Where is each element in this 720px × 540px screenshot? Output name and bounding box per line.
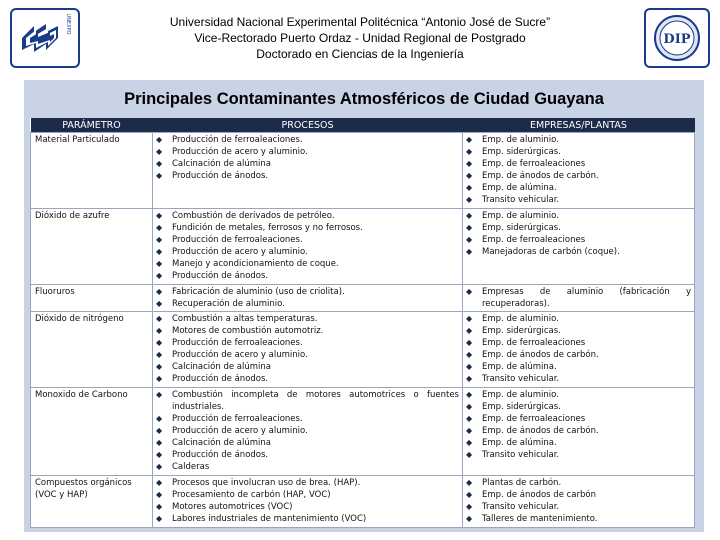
company-item: ◆ Emp. de ferroaleaciones bbox=[466, 337, 691, 349]
company-item: ◆ Emp. de alúmina. bbox=[466, 182, 691, 194]
processes-cell bbox=[153, 133, 463, 209]
process-item: ◆ Labores industriales de mantenimiento (VOC) bbox=[156, 513, 459, 525]
company-item: ◆ Empresas de aluminio (fabricación y recuperadoras). bbox=[466, 286, 691, 310]
unexpo-logo bbox=[10, 8, 80, 68]
processes-cell bbox=[153, 388, 463, 476]
company-item: ◆ Emp. de aluminio. bbox=[466, 210, 691, 222]
pollutants-table bbox=[30, 118, 695, 528]
company-item: ◆ Emp. de alúmina. bbox=[466, 437, 691, 449]
table-row bbox=[31, 208, 695, 284]
processes-cell bbox=[153, 208, 463, 284]
unexpo-logo-graphic bbox=[12, 10, 78, 66]
company-item: ◆ Transito vehicular. bbox=[466, 194, 691, 206]
company-item: ◆ Emp. siderúrgicas. bbox=[466, 146, 691, 158]
process-item: ◆ Procesos que involucran uso de brea. (HAP). bbox=[156, 477, 459, 489]
institution-name: Universidad Nacional Experimental Politécnica “Antonio José de Sucre” bbox=[169, 15, 551, 29]
dip-logo-graphic bbox=[646, 10, 708, 66]
companies-cell bbox=[463, 312, 695, 388]
process-item: ◆ Combustión incompleta de motores automotrices o fuentes industriales. bbox=[156, 389, 459, 413]
process-item: ◆ Calderas bbox=[156, 461, 459, 473]
process-item: ◆ Producción de ferroaleaciones. bbox=[156, 337, 459, 349]
table-header-row bbox=[31, 118, 695, 133]
table-row bbox=[31, 133, 695, 209]
processes-cell bbox=[153, 284, 463, 311]
process-item: ◆ Producción de acero y aluminio. bbox=[156, 349, 459, 361]
company-item: ◆ Transito vehicular. bbox=[466, 449, 691, 461]
header-processes: PROCESOS bbox=[153, 118, 463, 133]
company-item: ◆ Emp. de ferroaleaciones bbox=[466, 413, 691, 425]
header-parameter: PARÁMETRO bbox=[31, 118, 153, 133]
process-item: ◆ Combustión a altas temperaturas. bbox=[156, 313, 459, 325]
process-item: ◆ Producción de ánodos. bbox=[156, 170, 459, 182]
process-item: ◆ Motores automotrices (VOC) bbox=[156, 501, 459, 513]
companies-cell bbox=[463, 284, 695, 311]
institution-heading bbox=[88, 14, 632, 62]
content-panel bbox=[24, 80, 704, 532]
processes-cell bbox=[153, 312, 463, 388]
table-row bbox=[31, 284, 695, 311]
table-row bbox=[31, 312, 695, 388]
process-item: ◆ Producción de ánodos. bbox=[156, 270, 459, 282]
process-item: ◆ Fabricación de aluminio (uso de criolita). bbox=[156, 286, 459, 298]
company-item: ◆ Emp. de aluminio. bbox=[466, 389, 691, 401]
company-item: ◆ Emp. de aluminio. bbox=[466, 313, 691, 325]
process-item: ◆ Producción de ánodos. bbox=[156, 373, 459, 385]
parameter-cell: Dióxido de azufre bbox=[31, 208, 153, 284]
process-item: ◆ Recuperación de aluminio. bbox=[156, 298, 459, 310]
company-item: ◆ Talleres de mantenimiento. bbox=[466, 513, 691, 525]
parameter-cell: Dióxido de nitrógeno bbox=[31, 312, 153, 388]
companies-cell bbox=[463, 388, 695, 476]
parameter-cell: Monoxido de Carbono bbox=[31, 388, 153, 476]
process-item: ◆ Motores de combustión automotriz. bbox=[156, 325, 459, 337]
table-row bbox=[31, 476, 695, 528]
process-item: ◆ Producción de acero y aluminio. bbox=[156, 146, 459, 158]
logo-left-letters: UNEXPO bbox=[65, 13, 71, 35]
process-item: ◆ Combustión de derivados de petróleo. bbox=[156, 210, 459, 222]
process-item: ◆ Calcinación de alúmina bbox=[156, 158, 459, 170]
parameter-cell: Fluoruros bbox=[31, 284, 153, 311]
parameter-cell: Compuestos orgánicos (VOC y HAP) bbox=[31, 476, 153, 528]
company-item: ◆ Emp. de aluminio. bbox=[466, 134, 691, 146]
company-item: ◆ Emp. siderúrgicas. bbox=[466, 222, 691, 234]
logo-right-letters: DIP bbox=[663, 32, 691, 47]
page-header bbox=[8, 6, 712, 68]
process-item: ◆ Manejo y acondicionamiento de coque. bbox=[156, 258, 459, 270]
table-row bbox=[31, 388, 695, 476]
process-item: ◆ Calcinación de alúmina bbox=[156, 437, 459, 449]
process-item: ◆ Producción de ferroaleaciones. bbox=[156, 134, 459, 146]
company-item: ◆ Emp. de ánodos de carbón. bbox=[466, 349, 691, 361]
company-item: ◆ Emp. de ferroaleaciones bbox=[466, 234, 691, 246]
company-item: ◆ Transito vehicular. bbox=[466, 501, 691, 513]
process-item: ◆ Fundición de metales, ferrosos y no ferrosos. bbox=[156, 222, 459, 234]
company-item: ◆ Emp. siderúrgicas. bbox=[466, 325, 691, 337]
companies-cell bbox=[463, 208, 695, 284]
dip-logo bbox=[644, 8, 710, 68]
process-item: ◆ Producción de acero y aluminio. bbox=[156, 425, 459, 437]
company-item: ◆ Plantas de carbón. bbox=[466, 477, 691, 489]
program-name: Doctorado en Ciencias de la Ingeniería bbox=[256, 47, 464, 61]
company-item: ◆ Emp. de ánodos de carbón bbox=[466, 489, 691, 501]
process-item: ◆ Procesamiento de carbón (HAP, VOC) bbox=[156, 489, 459, 501]
company-item: ◆ Emp. de ferroaleaciones bbox=[466, 158, 691, 170]
company-item: ◆ Emp. de alúmina. bbox=[466, 361, 691, 373]
process-item: ◆ Producción de acero y aluminio. bbox=[156, 246, 459, 258]
process-item: ◆ Producción de ferroaleaciones. bbox=[156, 413, 459, 425]
parameter-cell: Material Particulado bbox=[31, 133, 153, 209]
process-item: ◆ Calcinación de alúmina bbox=[156, 361, 459, 373]
company-item: ◆ Manejadoras de carbón (coque). bbox=[466, 246, 691, 258]
companies-cell bbox=[463, 133, 695, 209]
company-item: ◆ Transito vehicular. bbox=[466, 373, 691, 385]
processes-cell bbox=[153, 476, 463, 528]
vice-rectorate: Vice-Rectorado Puerto Ordaz - Unidad Regional de Postgrado bbox=[194, 31, 526, 45]
page-title: Principales Contaminantes Atmosféricos de Ciudad Guayana bbox=[124, 90, 604, 108]
company-item: ◆ Emp. siderúrgicas. bbox=[466, 401, 691, 413]
process-item: ◆ Producción de ferroaleaciones. bbox=[156, 234, 459, 246]
company-item: ◆ Emp. de ánodos de carbón. bbox=[466, 170, 691, 182]
company-item: ◆ Emp. de ánodos de carbón. bbox=[466, 425, 691, 437]
process-item: ◆ Producción de ánodos. bbox=[156, 449, 459, 461]
header-companies: EMPRESAS/PLANTAS bbox=[463, 118, 695, 133]
companies-cell bbox=[463, 476, 695, 528]
